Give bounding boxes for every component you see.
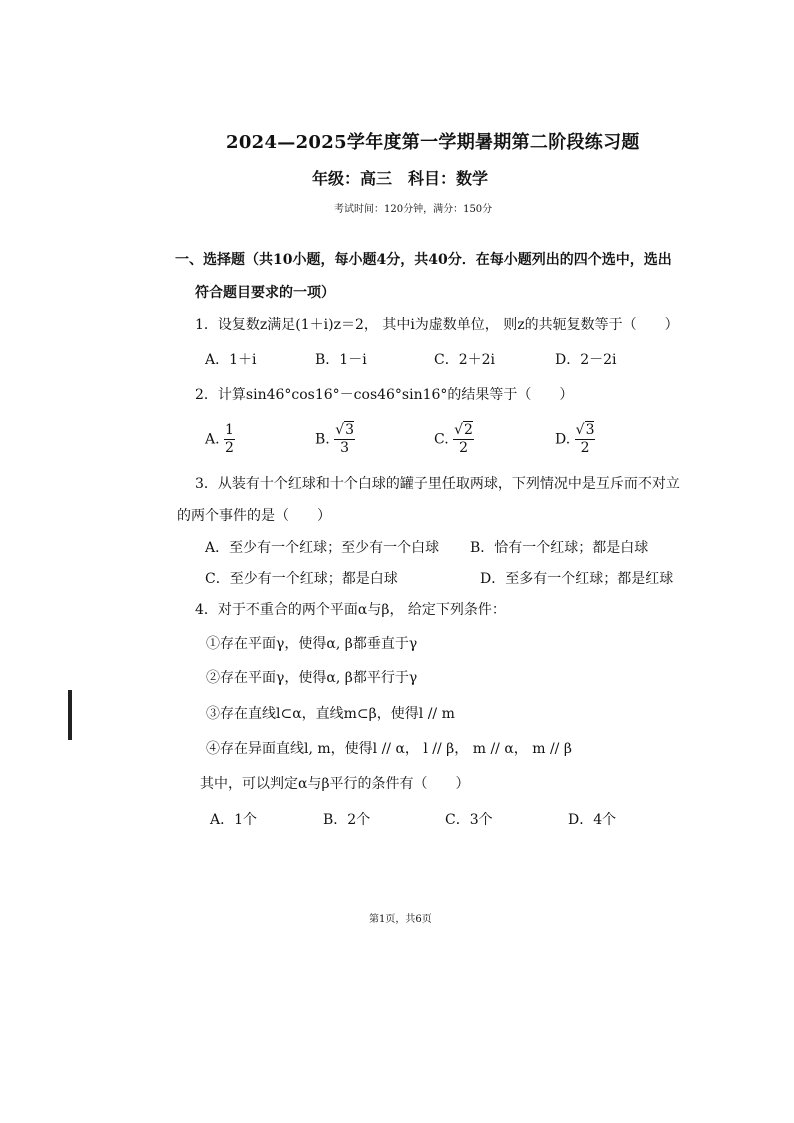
sqrt-icon: √ — [335, 422, 345, 438]
question-3-stem-line1: 3．从装有十个红球和十个白球的罐子里任取两球，下列情况中是互斥而不对立 — [195, 476, 680, 492]
grade-subject: 年级：高三 科目：数学 — [312, 169, 489, 188]
fraction — [453, 422, 474, 457]
numerator: 1 — [225, 422, 234, 438]
exam-info: 考试时间：120分钟，满分：150分 — [334, 204, 493, 215]
question-4-option-b: B．2个 — [323, 812, 371, 828]
page-number: 第1页，共6页 — [369, 914, 432, 925]
numerator: √2 — [454, 422, 473, 438]
question-2-stem: 2．计算sin46°cos16°－cos46°sin16°的结果等于（ ） — [195, 387, 574, 403]
question-3-stem-line2: 的两个事件的是（ ） — [177, 508, 331, 524]
question-1-option-a: A．1＋i — [205, 352, 257, 368]
denominator: 2 — [459, 440, 468, 456]
question-3-option-d: D．至多有一个红球；都是红球 — [480, 571, 674, 587]
question-3-option-a: A．至少有一个红球；至少有一个白球 — [205, 540, 440, 556]
question-1-option-c: C．2＋2i — [434, 352, 496, 368]
fraction — [224, 422, 235, 457]
option-label: D. — [555, 431, 571, 448]
question-4-condition-3: ③存在直线l⊂α，直线m⊂β，使得l // m — [206, 706, 455, 722]
question-4-question: 其中，可以判定α与β平行的条件有（ ） — [200, 776, 470, 792]
margin-mark — [68, 690, 72, 740]
sqrt-icon: √ — [454, 422, 464, 438]
denominator: 2 — [225, 440, 234, 456]
option-label: B. — [315, 431, 330, 448]
fraction — [575, 422, 596, 457]
section-heading-line2: 符合题目要求的一项） — [195, 285, 335, 301]
option-label: C. — [434, 431, 449, 448]
question-4-option-d: D．4个 — [568, 812, 617, 828]
section-heading-line1: 一、选择题（共10小题，每小题4分，共40分．在每小题列出的四个选中，选出 — [175, 252, 672, 268]
question-1-option-d: D．2－2i — [555, 352, 617, 368]
fraction — [334, 422, 355, 457]
question-1-option-b: B．1－i — [315, 352, 367, 368]
numerator: √3 — [575, 422, 595, 438]
question-2-option-a — [205, 422, 235, 457]
question-2-option-c — [434, 422, 474, 457]
numerator: √3 — [335, 422, 355, 438]
question-4-stem: 4．对于不重合的两个平面α与β， 给定下列条件： — [195, 602, 506, 618]
denominator: 2 — [580, 440, 590, 456]
question-4-option-a: A．1个 — [210, 812, 258, 828]
question-3-option-b: B．恰有一个红球；都是白球 — [470, 540, 649, 556]
option-label: A. — [205, 431, 220, 448]
denominator: 3 — [340, 440, 350, 456]
question-4-option-c: C．3个 — [445, 812, 493, 828]
question-4-condition-4: ④存在异面直线l, m，使得l // α， l // β， m // α， m // β — [206, 741, 572, 757]
question-4-condition-2: ②存在平面γ，使得α, β都平行于γ — [206, 670, 418, 686]
question-4-condition-1: ①存在平面γ，使得α, β都垂直于γ — [206, 636, 418, 652]
question-2-option-d — [555, 422, 595, 457]
question-3-option-c: C．至少有一个红球；都是白球 — [205, 571, 398, 587]
page-title: 2024—2025学年度第一学期暑期第二阶段练习题 — [226, 132, 640, 153]
question-1-stem: 1．设复数z满足(1＋i)z＝2， 其中i为虚数单位， 则z的共轭复数等于（ ） — [195, 317, 679, 333]
sqrt-icon: √ — [575, 422, 585, 438]
question-2-option-b — [315, 422, 355, 457]
